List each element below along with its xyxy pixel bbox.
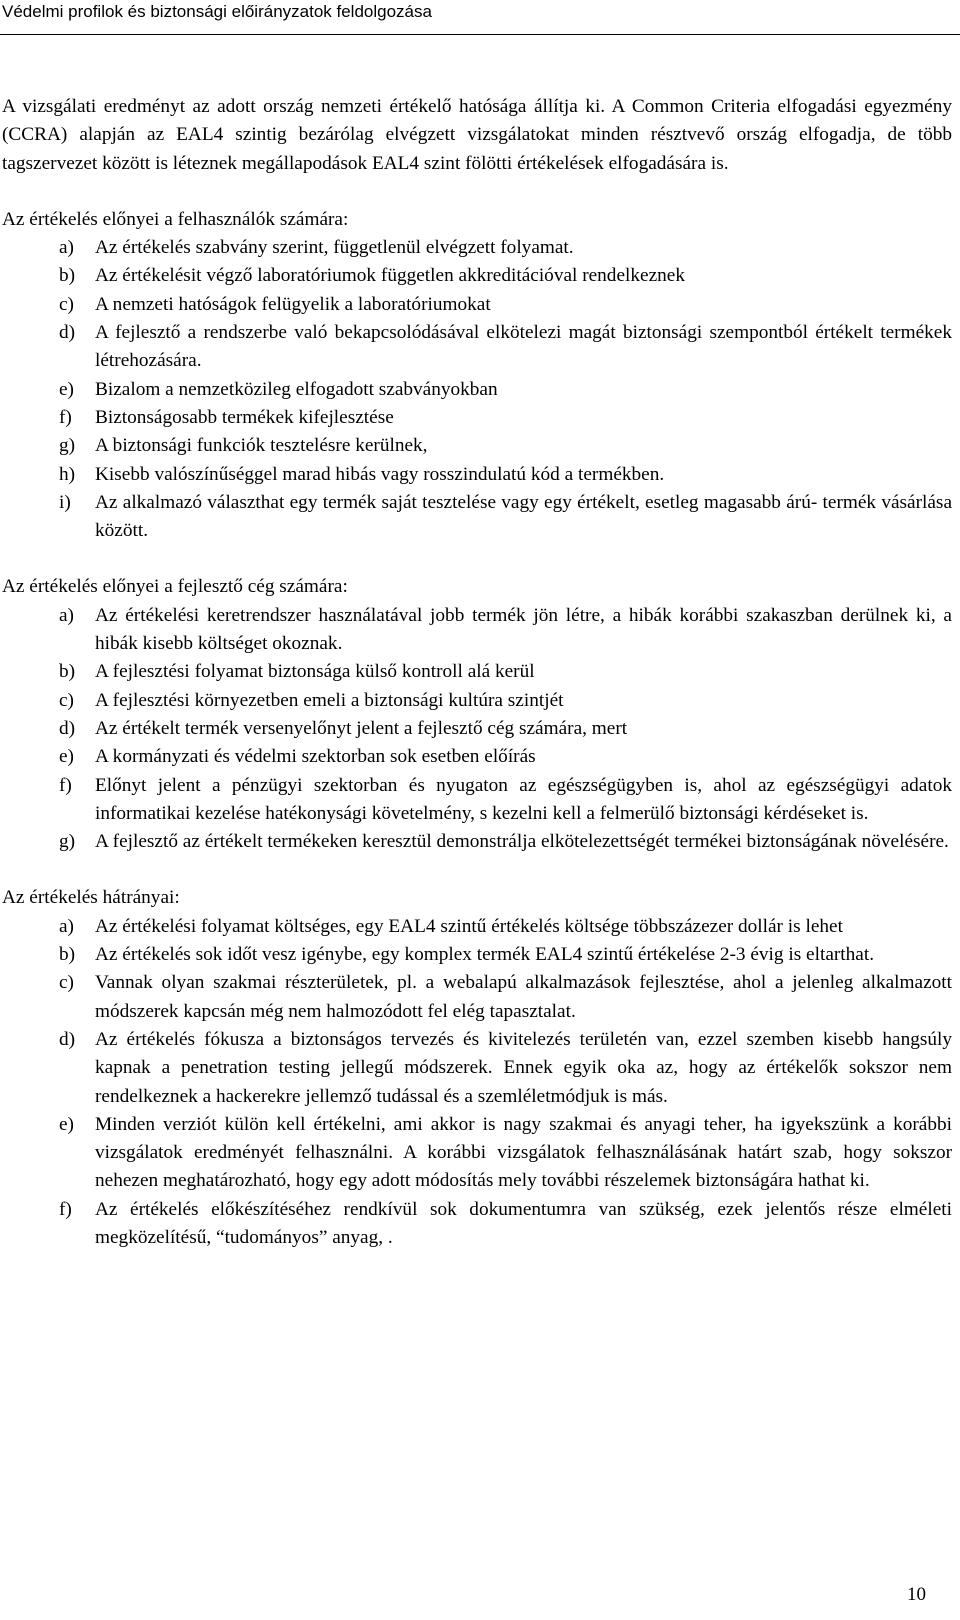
list-item-text: A fejlesztési környezetben emeli a biztonsági kultúra szintjét	[95, 689, 564, 711]
list-item-text: A fejlesztő a rendszerbe való bekapcsolódásával elkötelezi magát biztonsági szempontból értékelt termékek létrehozására.	[95, 322, 952, 372]
page-number: 10	[907, 1584, 926, 1605]
section-heading: Az értékelés előnyei a felhasználók számára:	[2, 208, 349, 230]
list-marker: c)	[59, 689, 74, 711]
list-item-text: Kisebb valószínűséggel marad hibás vagy rosszindulatú kód a termékben.	[95, 463, 665, 485]
list-item-text: Biztonságosabb termékek kifejlesztése	[95, 406, 394, 428]
running-header	[0, 0, 960, 40]
list-item-text: A kormányzati és védelmi szektorban sok esetben előírás	[95, 746, 536, 768]
list-item	[2, 913, 952, 941]
list-item	[2, 1111, 952, 1196]
list-item	[2, 234, 952, 262]
list-marker: f)	[59, 1198, 72, 1220]
list-item	[2, 1026, 952, 1111]
list-item-text: Az értékelési keretrendszer használatával jobb termék jön létre, a hibák korábbi szakaszban derülnek ki, a hibák kisebb költséget okoznak.	[95, 604, 952, 655]
list-item-text: Az értékelés sok időt vesz igénybe, egy komplex termék EAL4 szintű értékelése 2-3 évig is eltarthat.	[95, 944, 875, 966]
list-marker: f)	[59, 774, 72, 796]
intro-paragraph: A vizsgálati eredményt az adott ország nemzeti értékelő hatósága állítja ki. A Common Criteria elfogadási egyezmény (CCRA) alapján az EAL4 szintig bezárólag elvégzett vizsgálatokat minden résztvevő ország elfogadja, de több tagszervezet között is léteznek megállapodások EAL4 szint fölötti értékelések elfogadására is.	[2, 96, 952, 174]
list-marker: a)	[59, 604, 74, 626]
list-marker: b)	[59, 661, 76, 683]
list-marker: b)	[59, 944, 76, 966]
list-item	[2, 828, 952, 856]
section-drawbacks	[2, 884, 952, 1252]
list-item	[2, 432, 952, 460]
section-heading: Az értékelés hátrányai:	[2, 887, 180, 909]
list-marker: f)	[59, 406, 72, 428]
list-item-text: Az értékelés előkészítéséhez rendkívül sok dokumentumra van szükség, ezek jelentős része elméleti megközelítésű, “tudományos” anyag, .	[95, 1198, 952, 1248]
list-marker: d)	[59, 1028, 76, 1050]
list-item-text: A nemzeti hatóságok felügyelik a laboratóriumokat	[95, 293, 491, 315]
list-item	[2, 715, 952, 743]
list-marker: a)	[59, 237, 74, 259]
section-heading: Az értékelés előnyei a fejlesztő cég számára:	[2, 576, 348, 598]
list-marker: d)	[59, 322, 76, 344]
list-item	[2, 969, 952, 1026]
list-item	[2, 319, 952, 376]
list-item-text: A biztonsági funkciók tesztelésre kerülnek,	[95, 435, 428, 457]
list-item	[2, 772, 952, 829]
list-item	[2, 743, 952, 771]
list-item	[2, 658, 952, 686]
list-item	[2, 262, 952, 290]
list-item-text: Bizalom a nemzetközileg elfogadott szabványokban	[95, 378, 498, 400]
list-item-text: Az értékelés szabvány szerint, függetlenül elvégzett folyamat.	[95, 237, 574, 259]
section-developer-benefits	[2, 573, 952, 856]
list-marker: e)	[59, 746, 74, 768]
list-item-text: Az értékelés fókusza a biztonságos tervezés és kivitelezés területén van, ezzel szemben kisebb hangsúly kapnak a penetration testing jellegű módszerek. Ennek egyik oka az, hogy az értékelők sokszor nem rendelkeznek a hackerekre jellemző tudással és a szemléletmódjuk is más.	[95, 1028, 952, 1107]
list-marker: h)	[59, 463, 76, 485]
list-marker: i)	[59, 491, 71, 513]
list-marker: c)	[59, 972, 74, 994]
list-marker: e)	[59, 1113, 74, 1135]
list-item	[2, 941, 952, 969]
list-marker: d)	[59, 717, 76, 739]
list-item-text: Az alkalmazó választhat egy termék saját tesztelése vagy egy értékelt, esetleg magasabb árú- termék vásárlása között.	[95, 491, 952, 542]
list-marker: a)	[59, 915, 74, 937]
list-item	[2, 461, 952, 489]
list-item-text: Előnyt jelent a pénzügyi szektorban és nyugaton az egészségügyben is, ahol az egészségügyi adatok informatikai kezelése hatékonysági követelmény, s kezelni kell a felmerülő biztonsági kérdéseket is.	[95, 774, 952, 824]
page-content	[2, 93, 952, 1252]
list-item	[2, 687, 952, 715]
list-marker: c)	[59, 293, 74, 315]
list-marker: g)	[59, 435, 76, 457]
list-item-text: A fejlesztési folyamat biztonsága külső kontroll alá kerül	[95, 661, 535, 683]
list-item-text: Az értékelésit végző laboratóriumok független akkreditációval rendelkeznek	[95, 265, 685, 287]
drawbacks-list	[2, 913, 952, 1253]
section-user-benefits	[2, 206, 952, 546]
list-item	[2, 404, 952, 432]
list-item-text: Vannak olyan szakmai részterületek, pl. a webalapú alkalmazások fejlesztése, ahol a jelenleg alkalmazott módszerek kapcsán még nem halmozódott fel elég tapasztalat.	[95, 972, 952, 1022]
list-item	[2, 602, 952, 659]
user-benefits-list	[2, 234, 952, 545]
list-marker: g)	[59, 831, 76, 853]
header-title: Védelmi profilok és biztonsági előirányzatok feldolgozása	[2, 2, 432, 21]
list-item-text: A fejlesztő az értékelt termékeken keresztül demonstrálja elkötelezettségét termékei biztonságának növelésére.	[95, 831, 949, 853]
list-item	[2, 291, 952, 319]
list-marker: e)	[59, 378, 74, 400]
developer-benefits-list	[2, 602, 952, 857]
list-item	[2, 376, 952, 404]
header-divider	[0, 34, 960, 35]
list-item-text: Minden verziót külön kell értékelni, ami akkor is nagy szakmai és anyagi teher, ha igyekszünk a korábbi vizsgálatok eredményét felhasználni. A korábbi vizsgálatok felhasználásának határt szab, hogy sokszor nehezen meghatározható, hogy egy adott módosítás mely további részelemek biztonságára hathat ki.	[95, 1113, 952, 1192]
list-item-text: Az értékelési folyamat költséges, egy EAL4 szintű értékelés költsége többszázezer dollár is lehet	[95, 915, 843, 937]
list-item-text: Az értékelt termék versenyelőnyt jelent a fejlesztő cég számára, mert	[95, 717, 628, 739]
list-marker: b)	[59, 265, 76, 287]
list-item	[2, 489, 952, 546]
list-item	[2, 1196, 952, 1253]
